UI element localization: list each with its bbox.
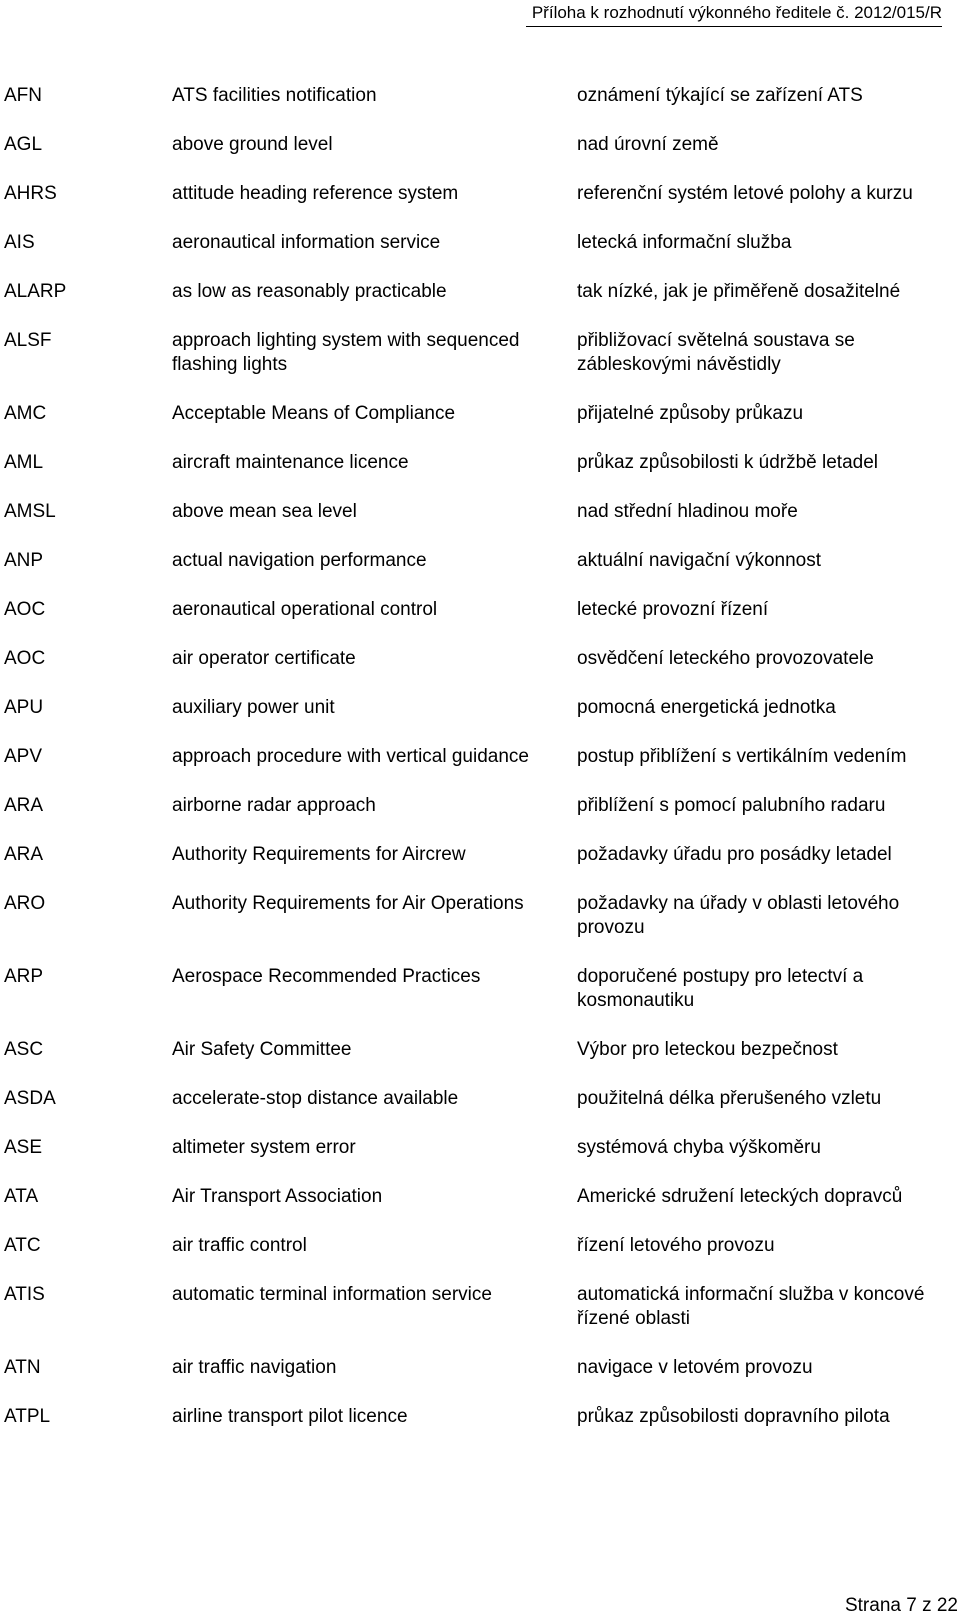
czech-term: průkaz způsobilosti dopravního pilota (577, 1406, 890, 1427)
table-row (0, 892, 960, 965)
english-term: Authority Requirements for Aircrew (172, 844, 466, 865)
english-term: accelerate-stop distance available (172, 1088, 459, 1109)
abbreviation: ATIS (4, 1284, 45, 1305)
abbreviation: ALSF (4, 330, 52, 351)
english-term: Aerospace Recommended Practices (172, 966, 481, 987)
abbreviation: APU (4, 697, 44, 718)
czech-term: systémová chyba výškoměru (577, 1137, 821, 1158)
abbreviation: ATPL (4, 1406, 51, 1427)
czech-term: automatická informační služba v koncové řízené oblasti (577, 1284, 925, 1329)
czech-term: Americké sdružení leteckých dopravců (577, 1186, 903, 1207)
english-term: altimeter system error (172, 1137, 356, 1158)
czech-term: nad úrovní země (577, 134, 719, 155)
table-row (0, 1356, 960, 1405)
abbreviation: AMC (4, 403, 47, 424)
english-term: as low as reasonably practicable (172, 281, 447, 302)
table-row (0, 402, 960, 451)
abbreviation-table (0, 84, 960, 1454)
table-row (0, 84, 960, 133)
czech-term: osvědčení leteckého provozovatele (577, 648, 874, 669)
table-row (0, 1136, 960, 1185)
table-row (0, 1405, 960, 1454)
abbreviation: AGL (4, 134, 43, 155)
table-row (0, 182, 960, 231)
english-term: Air Safety Committee (172, 1039, 352, 1060)
abbreviation: AOC (4, 599, 46, 620)
english-term: air traffic navigation (172, 1357, 337, 1378)
table-row (0, 598, 960, 647)
czech-term: postup přiblížení s vertikálním vedením (577, 746, 907, 767)
english-term: Air Transport Association (172, 1186, 383, 1207)
czech-term: průkaz způsobilosti k údržbě letadel (577, 452, 879, 473)
abbreviation: ATA (4, 1186, 39, 1207)
english-term: above mean sea level (172, 501, 357, 522)
abbreviation: APV (4, 746, 43, 767)
abbreviation: AOC (4, 648, 46, 669)
abbreviation: ASC (4, 1039, 44, 1060)
czech-term: požadavky úřadu pro posádky letadel (577, 844, 892, 865)
english-term: aeronautical operational control (172, 599, 438, 620)
czech-term: přibližovací světelná soustava se zábleskovými návěstidly (577, 330, 855, 375)
english-term: airline transport pilot licence (172, 1406, 408, 1427)
czech-term: přijatelné způsoby průkazu (577, 403, 804, 424)
abbreviation: ALARP (4, 281, 67, 302)
czech-term: požadavky na úřady v oblasti letového provozu (577, 893, 900, 938)
abbreviation: ATN (4, 1357, 41, 1378)
english-term: above ground level (172, 134, 333, 155)
abbreviation: AFN (4, 85, 42, 106)
czech-term: nad střední hladinou moře (577, 501, 798, 522)
table-row (0, 1038, 960, 1087)
czech-term: přiblížení s pomocí palubního radaru (577, 795, 886, 816)
abbreviation: AHRS (4, 183, 57, 204)
table-row (0, 231, 960, 280)
table-row (0, 549, 960, 598)
english-term: airborne radar approach (172, 795, 376, 816)
abbreviation: ASDA (4, 1088, 56, 1109)
abbreviation: ARO (4, 893, 46, 914)
table-row (0, 794, 960, 843)
czech-term: použitelná délka přerušeného vzletu (577, 1088, 882, 1109)
czech-term: aktuální navigační výkonnost (577, 550, 821, 571)
abbreviation: ATC (4, 1235, 41, 1256)
abbreviation: AIS (4, 232, 35, 253)
english-term: auxiliary power unit (172, 697, 335, 718)
table-row (0, 1234, 960, 1283)
english-term: air operator certificate (172, 648, 356, 669)
table-row (0, 280, 960, 329)
abbreviation: AMSL (4, 501, 56, 522)
czech-term: letecké provozní řízení (577, 599, 769, 620)
czech-term: doporučené postupy pro letectví a kosmonautiku (577, 966, 864, 1011)
table-row (0, 745, 960, 794)
table-row (0, 1283, 960, 1356)
english-term: Acceptable Means of Compliance (172, 403, 456, 424)
english-term: aircraft maintenance licence (172, 452, 409, 473)
table-row (0, 843, 960, 892)
czech-term: tak nízké, jak je přiměřeně dosažitelné (577, 281, 901, 302)
czech-term: oznámení týkající se zařízení ATS (577, 85, 863, 106)
table-row (0, 647, 960, 696)
english-term: attitude heading reference system (172, 183, 459, 204)
table-row (0, 1185, 960, 1234)
english-term: aeronautical information service (172, 232, 441, 253)
abbreviation: ASE (4, 1137, 43, 1158)
abbreviation: ARA (4, 844, 44, 865)
table-row (0, 1087, 960, 1136)
english-term: automatic terminal information service (172, 1284, 492, 1305)
czech-term: referenční systém letové polohy a kurzu (577, 183, 913, 204)
table-row (0, 133, 960, 182)
table-row (0, 965, 960, 1038)
czech-term: pomocná energetická jednotka (577, 697, 836, 718)
table-row (0, 329, 960, 402)
czech-term: Výbor pro leteckou bezpečnost (577, 1039, 838, 1060)
table-row (0, 696, 960, 745)
english-term: ATS facilities notification (172, 85, 377, 106)
czech-term: řízení letového provozu (577, 1235, 775, 1256)
page-header: Příloha k rozhodnutí výkonného ředitele č. 2012/015/R (526, 0, 942, 27)
english-term: Authority Requirements for Air Operations (172, 893, 524, 914)
abbreviation: ANP (4, 550, 44, 571)
abbreviation: AML (4, 452, 44, 473)
page-number: Strana 7 z 22 (844, 1595, 958, 1616)
english-term: actual navigation performance (172, 550, 427, 571)
english-term: air traffic control (172, 1235, 307, 1256)
abbreviation: ARP (4, 966, 44, 987)
table-row (0, 500, 960, 549)
czech-term: letecká informační služba (577, 232, 792, 253)
english-term: approach procedure with vertical guidance (172, 746, 529, 767)
abbreviation: ARA (4, 795, 44, 816)
english-term: approach lighting system with sequenced flashing lights (172, 330, 520, 375)
table-row (0, 451, 960, 500)
czech-term: navigace v letovém provozu (577, 1357, 813, 1378)
